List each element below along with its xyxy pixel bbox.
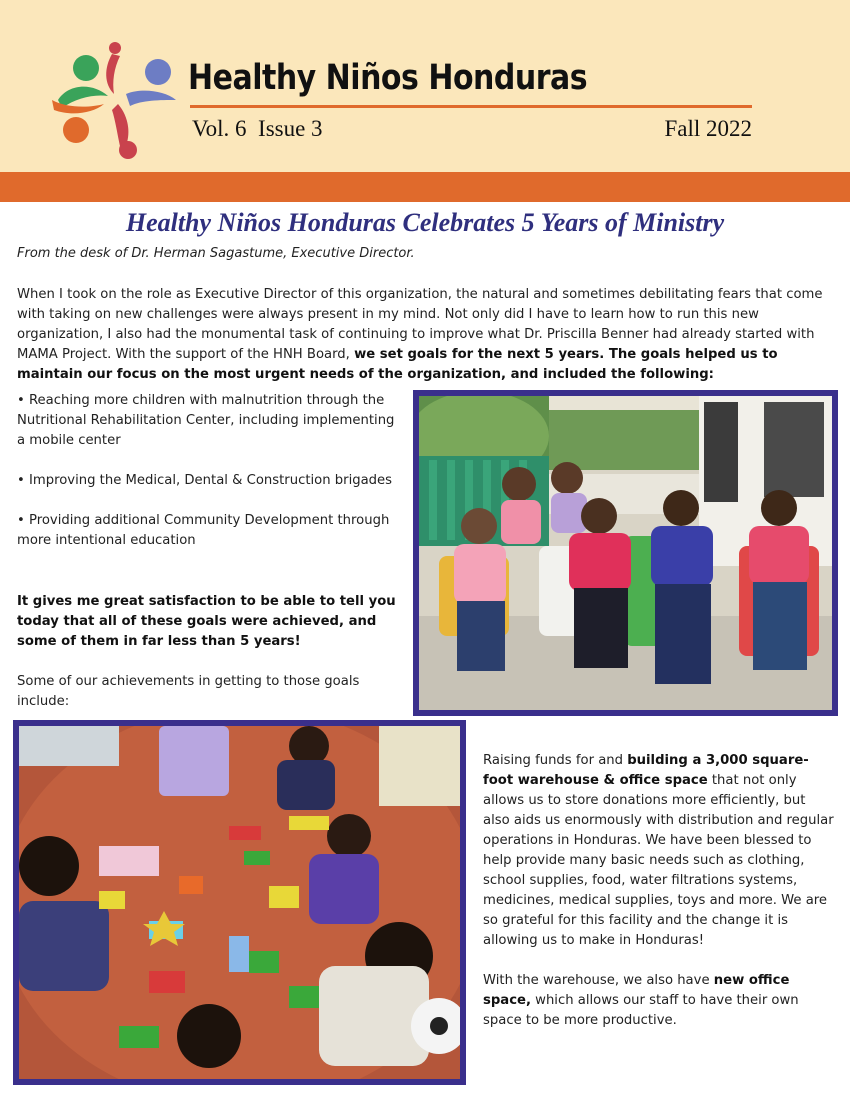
office-paragraph [483,971,835,1031]
article-byline: From the desk of Dr. Herman Sagastume, Executive Director. [17,246,415,261]
article-headline: Healthy Niños Honduras Celebrates 5 Years of Ministry [125,208,725,237]
achievements-intro: Some of our achievements in getting to those goals include: [17,674,360,709]
masthead-title: Healthy Niños Honduras [188,58,588,99]
warehouse-bold-text: building a 3,000 square-foot warehouse & office space [483,753,809,788]
issue-volume: Vol. 6 Issue 3 [192,116,323,141]
office-text: With the warehouse, we also have [483,973,714,988]
children-seated-photo [413,390,838,716]
warehouse-text: Raising funds for and [483,753,628,768]
office-bold-text: new office space, [483,973,790,1008]
warehouse-paragraph [483,751,835,951]
issue-season: Fall 2022 [664,116,752,141]
masthead-rule [190,105,752,108]
goals-achieved-statement: It gives me great satisfaction to be able to tell you today that all of these goals were achieved, and some of them in far less than 5 years! [17,594,396,649]
office-text: which allows our staff to have their own space to be more productive. [483,993,799,1028]
masthead-orange-band [0,172,850,202]
warehouse-section [483,751,835,1051]
intro-paragraph [17,285,835,385]
goals-list [17,391,402,571]
goal-item: • Improving the Medical, Dental & Construction brigades [17,473,393,488]
warehouse-text: that not only allows us to store donations more efficiently, but also aids us enormously with distribution and regular operations in Honduras. We have been blessed to help provide many basic needs such as clothing, school supplies, food, water filtrations systems, medicines, medical supplies, toys and more. We are so grateful for this facility and the change it is allowing us to make in Honduras! [483,773,834,948]
goal-item: • Reaching more children with malnutrition through the Nutritional Rehabilitation Center, including implementing a mobile center [17,393,395,448]
intro-text: When I took on the role as Executive Director of this organization, the natural and sometimes debilitating fears that come with taking on new challenges were always present in my mind. Not only did I have to learn how to run this new organization, I also had the monumental task of continuing to improve what Dr. Priscilla Benner had already started with MAMA Project. With the support of the HNH Board, [17,287,823,362]
goal-item: • Providing additional Community Development through more intentional education [17,513,390,548]
children-playing-blocks-photo [13,720,466,1085]
four-figure-circle-logo-icon [48,38,182,160]
intro-bold-text: we set goals for the next 5 years. The goals helped us to maintain our focus on the most urgent needs of the organization, and included the following: [17,347,778,382]
